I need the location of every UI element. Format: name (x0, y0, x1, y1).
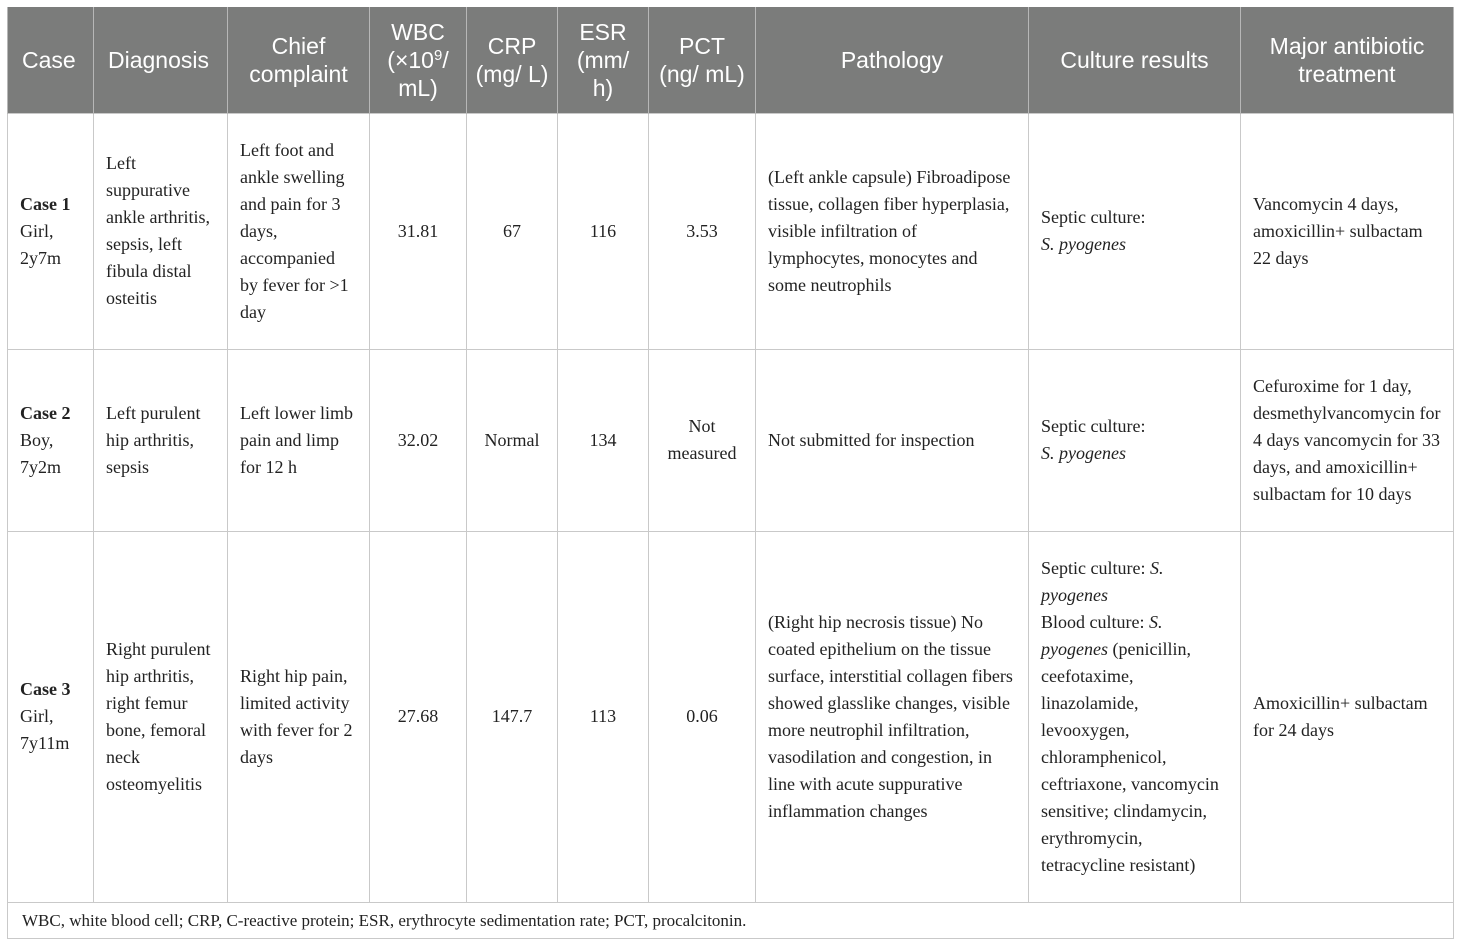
crp-cell: 67 (467, 113, 558, 349)
culture2-sensitivity: (penicillin, ceefotaxime, linazolamide, levooxygen, chloramphenicol, ceftriaxone, vancomycin sensitive; clindamycin, erythromycin, tetracycline resistant) (1041, 638, 1219, 875)
diagnosis-cell: Right purulent hip arthritis, right femur bone, femoral neck osteomyelitis (94, 531, 228, 902)
header-wbc-unit-c: mL) (398, 74, 438, 101)
table-container (7, 7, 1453, 939)
antibiotic-cell: Amoxicillin+ sulbactam for 24 days (1241, 531, 1454, 902)
culture2-organism: S. pyogenes (1041, 611, 1163, 659)
table-row (8, 349, 1454, 531)
culture-cell (1029, 531, 1241, 902)
culture-label: Septic culture: (1041, 416, 1146, 436)
header-chief-complaint: Chief complaint (228, 7, 370, 113)
pct-cell: Not measured (649, 349, 756, 531)
case-table (7, 7, 1454, 939)
case-label: Case 2 (20, 402, 71, 423)
esr-cell: 134 (558, 349, 649, 531)
header-wbc-unit-a: (×10 (387, 46, 434, 73)
header-wbc (370, 7, 467, 113)
pct-cell: 0.06 (649, 531, 756, 902)
complaint-cell: Left lower limb pain and limp for 12 h (228, 349, 370, 531)
culture-cell (1029, 349, 1241, 531)
case-cell (8, 531, 94, 902)
case-patient: Girl, 2y7m (20, 220, 62, 268)
header-wbc-sup: 9 (433, 46, 443, 64)
header-diagnosis: Diagnosis (94, 7, 228, 113)
culture-label: Septic culture: (1041, 557, 1146, 578)
complaint-cell: Right hip pain, limited activity with fever for 2 days (228, 531, 370, 902)
pathology-cell: (Left ankle capsule) Fibroadipose tissue, collagen fiber hyperplasia, visible infiltration of lymphocytes, monocytes and some neutrophils (756, 113, 1029, 349)
wbc-cell: 31.81 (370, 113, 467, 349)
esr-cell: 113 (558, 531, 649, 902)
case-cell (8, 113, 94, 349)
header-pct: PCT (ng/ mL) (649, 7, 756, 113)
culture-organism: S. pyogenes (1041, 234, 1126, 254)
esr-cell: 116 (558, 113, 649, 349)
culture2-label: Blood culture: (1041, 611, 1145, 632)
pathology-cell: Not submitted for inspection (756, 349, 1029, 531)
crp-cell: 147.7 (467, 531, 558, 902)
pathology-cell: (Right hip necrosis tissue) No coated epithelium on the tissue surface, interstitial collagen fibers showed glasslike changes, visible more neutrophil infiltration, vasodilation and congestion, in line with acute suppurative inflammation changes (756, 531, 1029, 902)
wbc-cell: 32.02 (370, 349, 467, 531)
header-wbc-label: WBC (391, 18, 445, 45)
culture-label: Septic culture: (1041, 207, 1146, 227)
case-label: Case 3 (20, 679, 71, 699)
wbc-cell: 27.68 (370, 531, 467, 902)
diagnosis-cell: Left purulent hip arthritis, sepsis (94, 349, 228, 531)
table-row (8, 113, 1454, 349)
antibiotic-cell: Cefuroxime for 1 day, desmethylvancomycin for 4 days vancomycin for 33 days, and amoxicillin+ sulbactam for 10 days (1241, 349, 1454, 531)
header-antibiotic: Major antibiotic treatment (1241, 7, 1454, 113)
case-patient: Boy, 7y2m (20, 429, 62, 477)
footnote: WBC, white blood cell; CRP, C-reactive protein; ESR, erythrocyte sedimentation rate; PCT, procalcitonin. (8, 902, 1454, 938)
header-pathology: Pathology (756, 7, 1029, 113)
header-wbc-unit-b: / (442, 46, 449, 73)
header-row (8, 7, 1454, 113)
antibiotic-cell: Vancomycin 4 days, amoxicillin+ sulbactam 22 days (1241, 113, 1454, 349)
complaint-cell: Left foot and ankle swelling and pain for 3 days, accompanied by fever for >1 day (228, 113, 370, 349)
header-culture: Culture results (1029, 7, 1241, 113)
case-cell (8, 349, 94, 531)
footnote-row (8, 902, 1454, 938)
header-case: Case (8, 7, 94, 113)
case-patient: Girl, 7y11m (20, 706, 70, 753)
culture-organism: S. pyogenes (1041, 443, 1126, 463)
crp-cell: Normal (467, 349, 558, 531)
diagnosis-cell: Left suppurative ankle arthritis, sepsis, left fibula distal osteitis (94, 113, 228, 349)
pct-cell: 3.53 (649, 113, 756, 349)
culture-organism: S. pyogenes (1041, 557, 1164, 605)
header-esr: ESR (mm/ h) (558, 7, 649, 113)
culture-cell (1029, 113, 1241, 349)
header-crp: CRP (mg/ L) (467, 7, 558, 113)
case-label: Case 1 (20, 193, 71, 214)
table-row (8, 531, 1454, 902)
